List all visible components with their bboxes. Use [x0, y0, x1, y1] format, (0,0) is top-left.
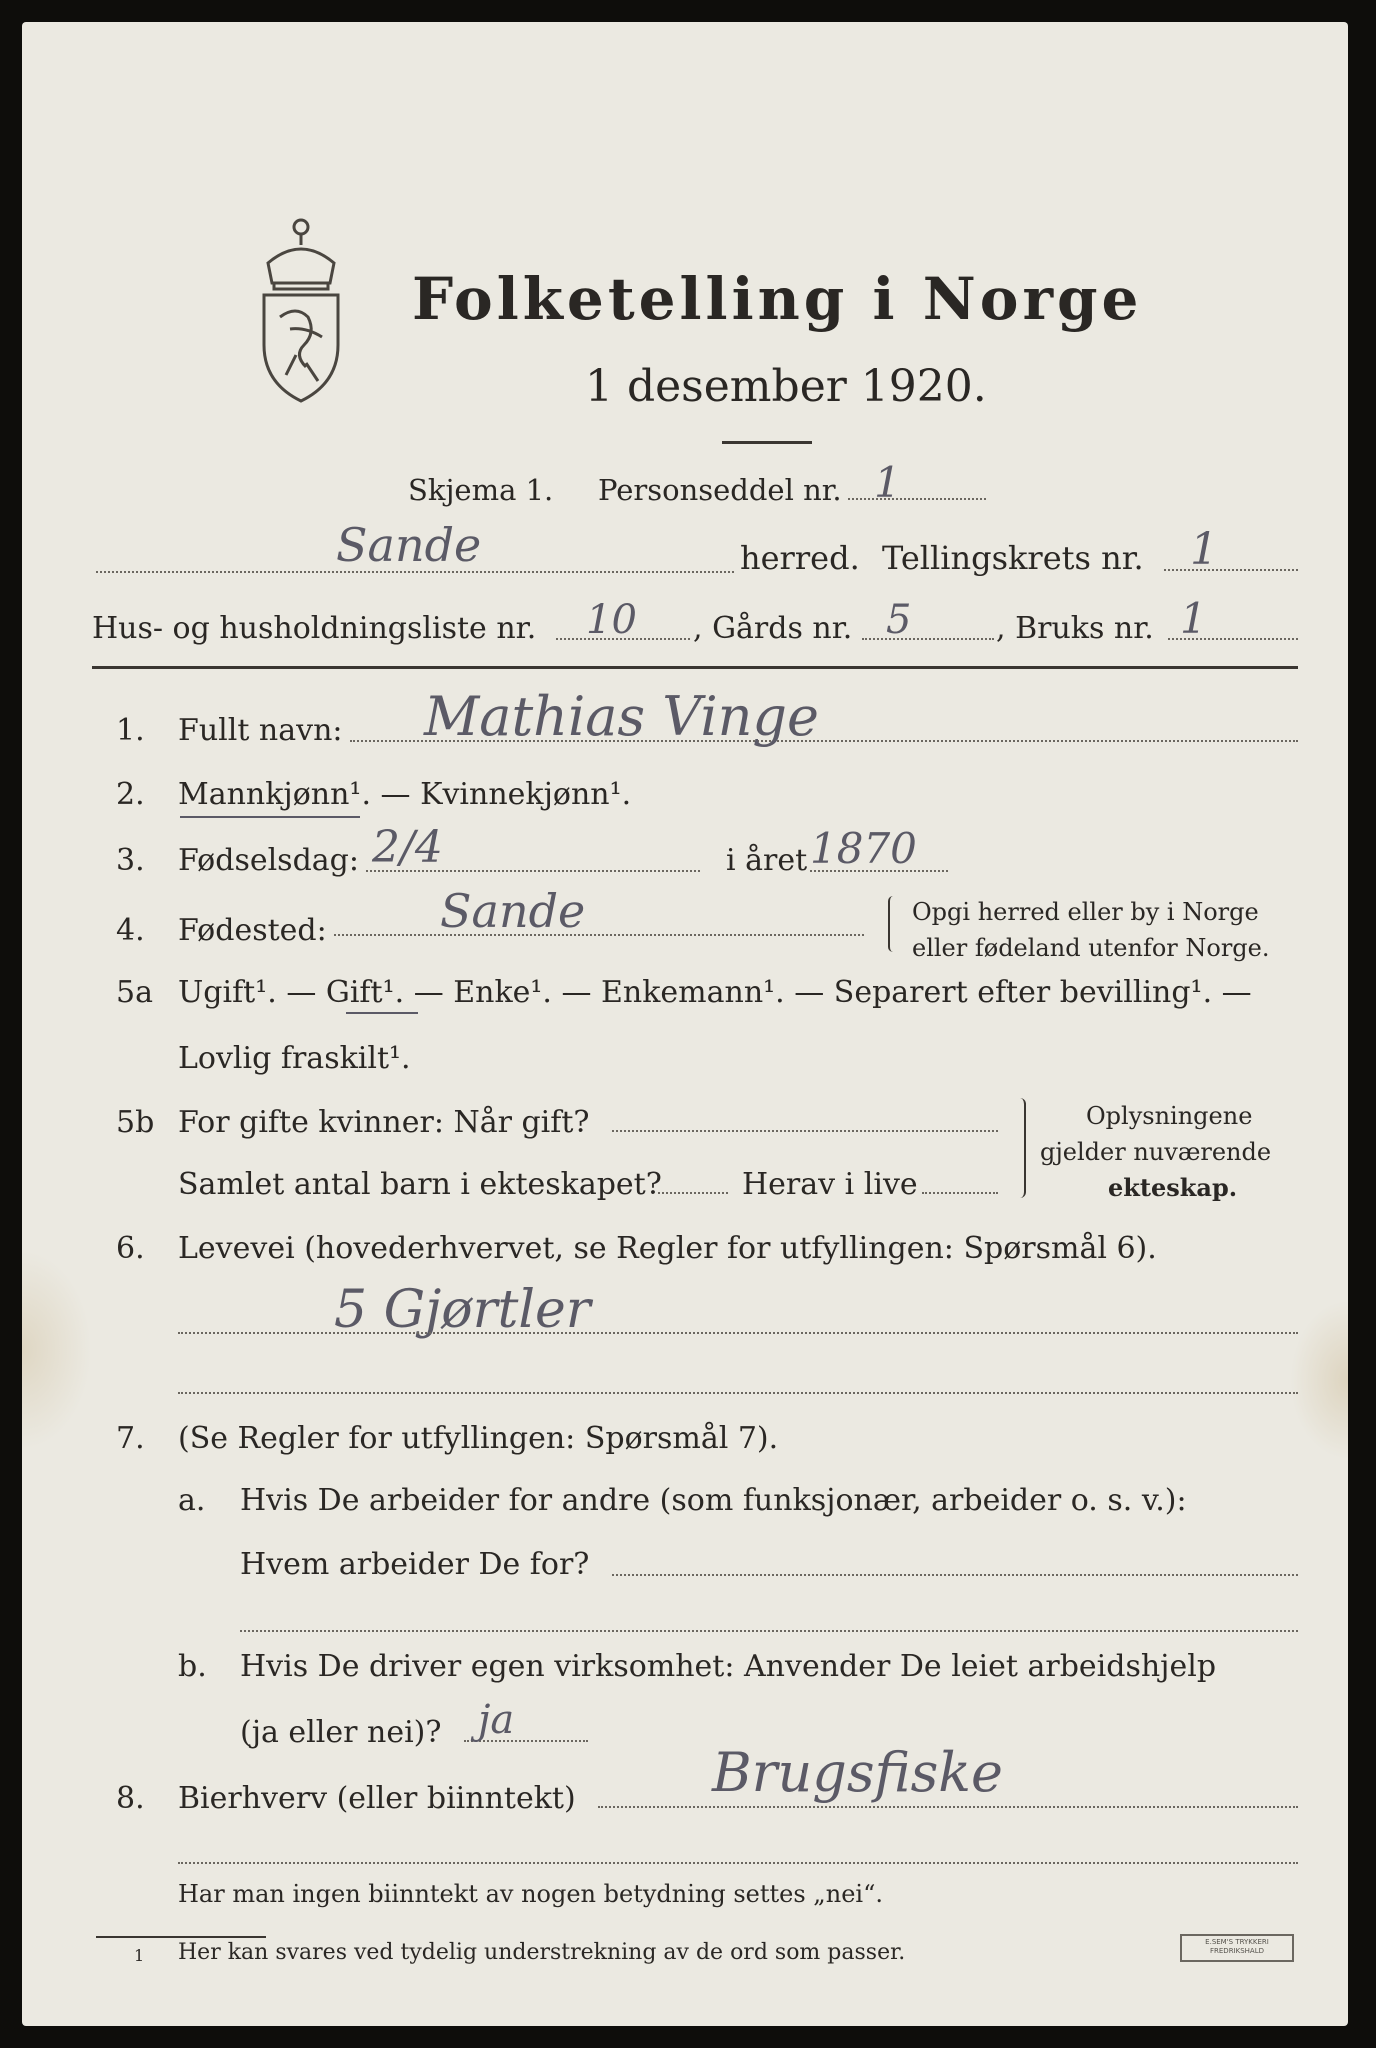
herred-value: Sande — [336, 518, 482, 572]
q4-line — [334, 934, 864, 936]
q4-note-line2: eller fødeland utenfor Norge. — [912, 934, 1270, 962]
q7a-employer-line2 — [240, 1630, 1298, 1632]
q8-secondary-income-label: Bierhverv (eller biinntekt) — [178, 1781, 576, 1816]
q3-number: 3. — [116, 843, 145, 878]
q5b-note-line2: gjelder nuværende — [1040, 1138, 1272, 1166]
q7a-employer-label: Hvem arbeider De for? — [240, 1547, 590, 1582]
q7a-letter: a. — [178, 1483, 206, 1518]
bruks-value: 1 — [1180, 594, 1207, 643]
bruks-label: , Bruks nr. — [996, 611, 1154, 646]
tellingskrets-line — [1164, 569, 1298, 571]
q3-year-value: 1870 — [810, 824, 917, 873]
header-rule — [92, 666, 1298, 669]
q5b-number: 5b — [116, 1105, 155, 1140]
q5b-children-line — [658, 1192, 728, 1194]
q5a-civil-status-line2: Lovlig fraskilt¹. — [178, 1041, 411, 1076]
q7b-question: Hvis De driver egen virksomhet: Anvender De leiet arbeidshjelp — [240, 1649, 1217, 1684]
q6-number: 6. — [116, 1231, 145, 1266]
footnote-text: Her kan svares ved tydelig understrekning av de ord som passer. — [178, 1940, 906, 1965]
husholdningsliste-label: Hus- og husholdningsliste nr. — [92, 611, 537, 646]
footnote-rule — [96, 1936, 266, 1938]
q6-occupation-label: Levevei (hovederhvervet, se Regler for utfyllingen: Spørsmål 6). — [178, 1231, 1157, 1266]
q1-number: 1. — [116, 713, 145, 748]
q2-gender-options: Mannkjønn¹. — Kvinnekjønn¹. — [178, 777, 632, 812]
printer-stamp: E.SEM'S TRYKKERI FREDRIKSHALD — [1180, 1934, 1294, 1962]
q8-note: Har man ingen biinntekt av nogen betydning settes „nei“. — [178, 1880, 883, 1908]
q1-full-name-value: Mathias Vinge — [424, 685, 819, 748]
q3-year-label: i året — [726, 843, 808, 878]
q5a-civil-status-options: Ugift¹. — Gift¹. — Enke¹. — Enkemann¹. — Separert efter bevilling¹. — — [178, 975, 1252, 1010]
q5b-married-when-line — [612, 1130, 998, 1132]
personseddel-line — [848, 498, 986, 500]
q2-number: 2. — [116, 777, 145, 812]
q1-label: Fullt navn: — [178, 713, 343, 748]
q8-number: 8. — [116, 1781, 145, 1816]
footnote-marker: 1 — [134, 1946, 145, 1965]
gards-line — [862, 638, 994, 640]
gards-value: 5 — [886, 597, 912, 643]
q4-label: Fødested: — [178, 913, 327, 948]
q6-line2 — [178, 1392, 1298, 1394]
norway-coat-of-arms-icon — [246, 205, 356, 405]
personseddel-value: 1 — [874, 458, 901, 507]
q5b-alive-line — [922, 1192, 998, 1194]
q7-label: (Se Regler for utfyllingen: Spørsmål 7). — [178, 1421, 779, 1456]
q4-number: 4. — [116, 913, 145, 948]
q5b-alive-label: Herav i live — [742, 1167, 918, 1202]
q5b-note-line1: Oplysningene — [1086, 1102, 1253, 1130]
q5b-note-line3: ekteskap. — [1108, 1173, 1238, 1202]
q5b-children-label: Samlet antal barn i ekteskapet? — [178, 1167, 662, 1202]
q4-note-brace — [888, 896, 898, 952]
q3-label: Fødselsdag: — [178, 843, 359, 878]
q7b-yes-no-value: ja — [478, 1697, 515, 1743]
personseddel-label: Personseddel nr. — [598, 473, 842, 507]
q4-note-line1: Opgi herred eller by i Norge — [912, 898, 1259, 926]
q7b-yes-no-label: (ja eller nei)? — [240, 1715, 442, 1750]
q7b-letter: b. — [178, 1649, 207, 1684]
q7-number: 7. — [116, 1421, 145, 1456]
q8-line2 — [178, 1862, 1298, 1864]
paper-stain — [22, 1250, 92, 1450]
q4-birthplace-value: Sande — [440, 884, 586, 938]
husholdningsliste-value: 10 — [586, 597, 637, 643]
q6-occupation-value: 5 Gjørtler — [334, 1280, 591, 1340]
q8-line1 — [598, 1806, 1298, 1808]
q6-line1 — [178, 1332, 1298, 1334]
paper-stain — [1290, 1300, 1348, 1460]
tellingskrets-value: 1 — [1190, 524, 1218, 575]
q7a-employer-line — [612, 1574, 1298, 1576]
herred-label: herred. — [740, 539, 860, 577]
skjema-label: Skjema 1. — [408, 473, 554, 507]
q8-secondary-income-value: Brugsfiske — [712, 1741, 1003, 1804]
q5b-married-when-label: For gifte kvinner: Når gift? — [178, 1105, 590, 1140]
q2-mannkjonn-underline — [180, 816, 360, 818]
q5a-gift-underline — [346, 1012, 418, 1014]
census-date: 1 desember 1920. — [585, 361, 987, 412]
gards-label: , Gårds nr. — [693, 611, 853, 646]
q5a-number: 5a — [116, 975, 153, 1010]
q7a-question: Hvis De arbeider for andre (som funksjonær, arbeider o. s. v.): — [240, 1483, 1187, 1518]
q5b-note-brace — [1014, 1098, 1026, 1198]
form-title: Folketelling i Norge — [412, 265, 1143, 333]
q3-birthday-value: 2/4 — [372, 822, 443, 873]
title-divider — [722, 441, 812, 444]
tellingskrets-label: Tellingskrets nr. — [882, 539, 1144, 577]
